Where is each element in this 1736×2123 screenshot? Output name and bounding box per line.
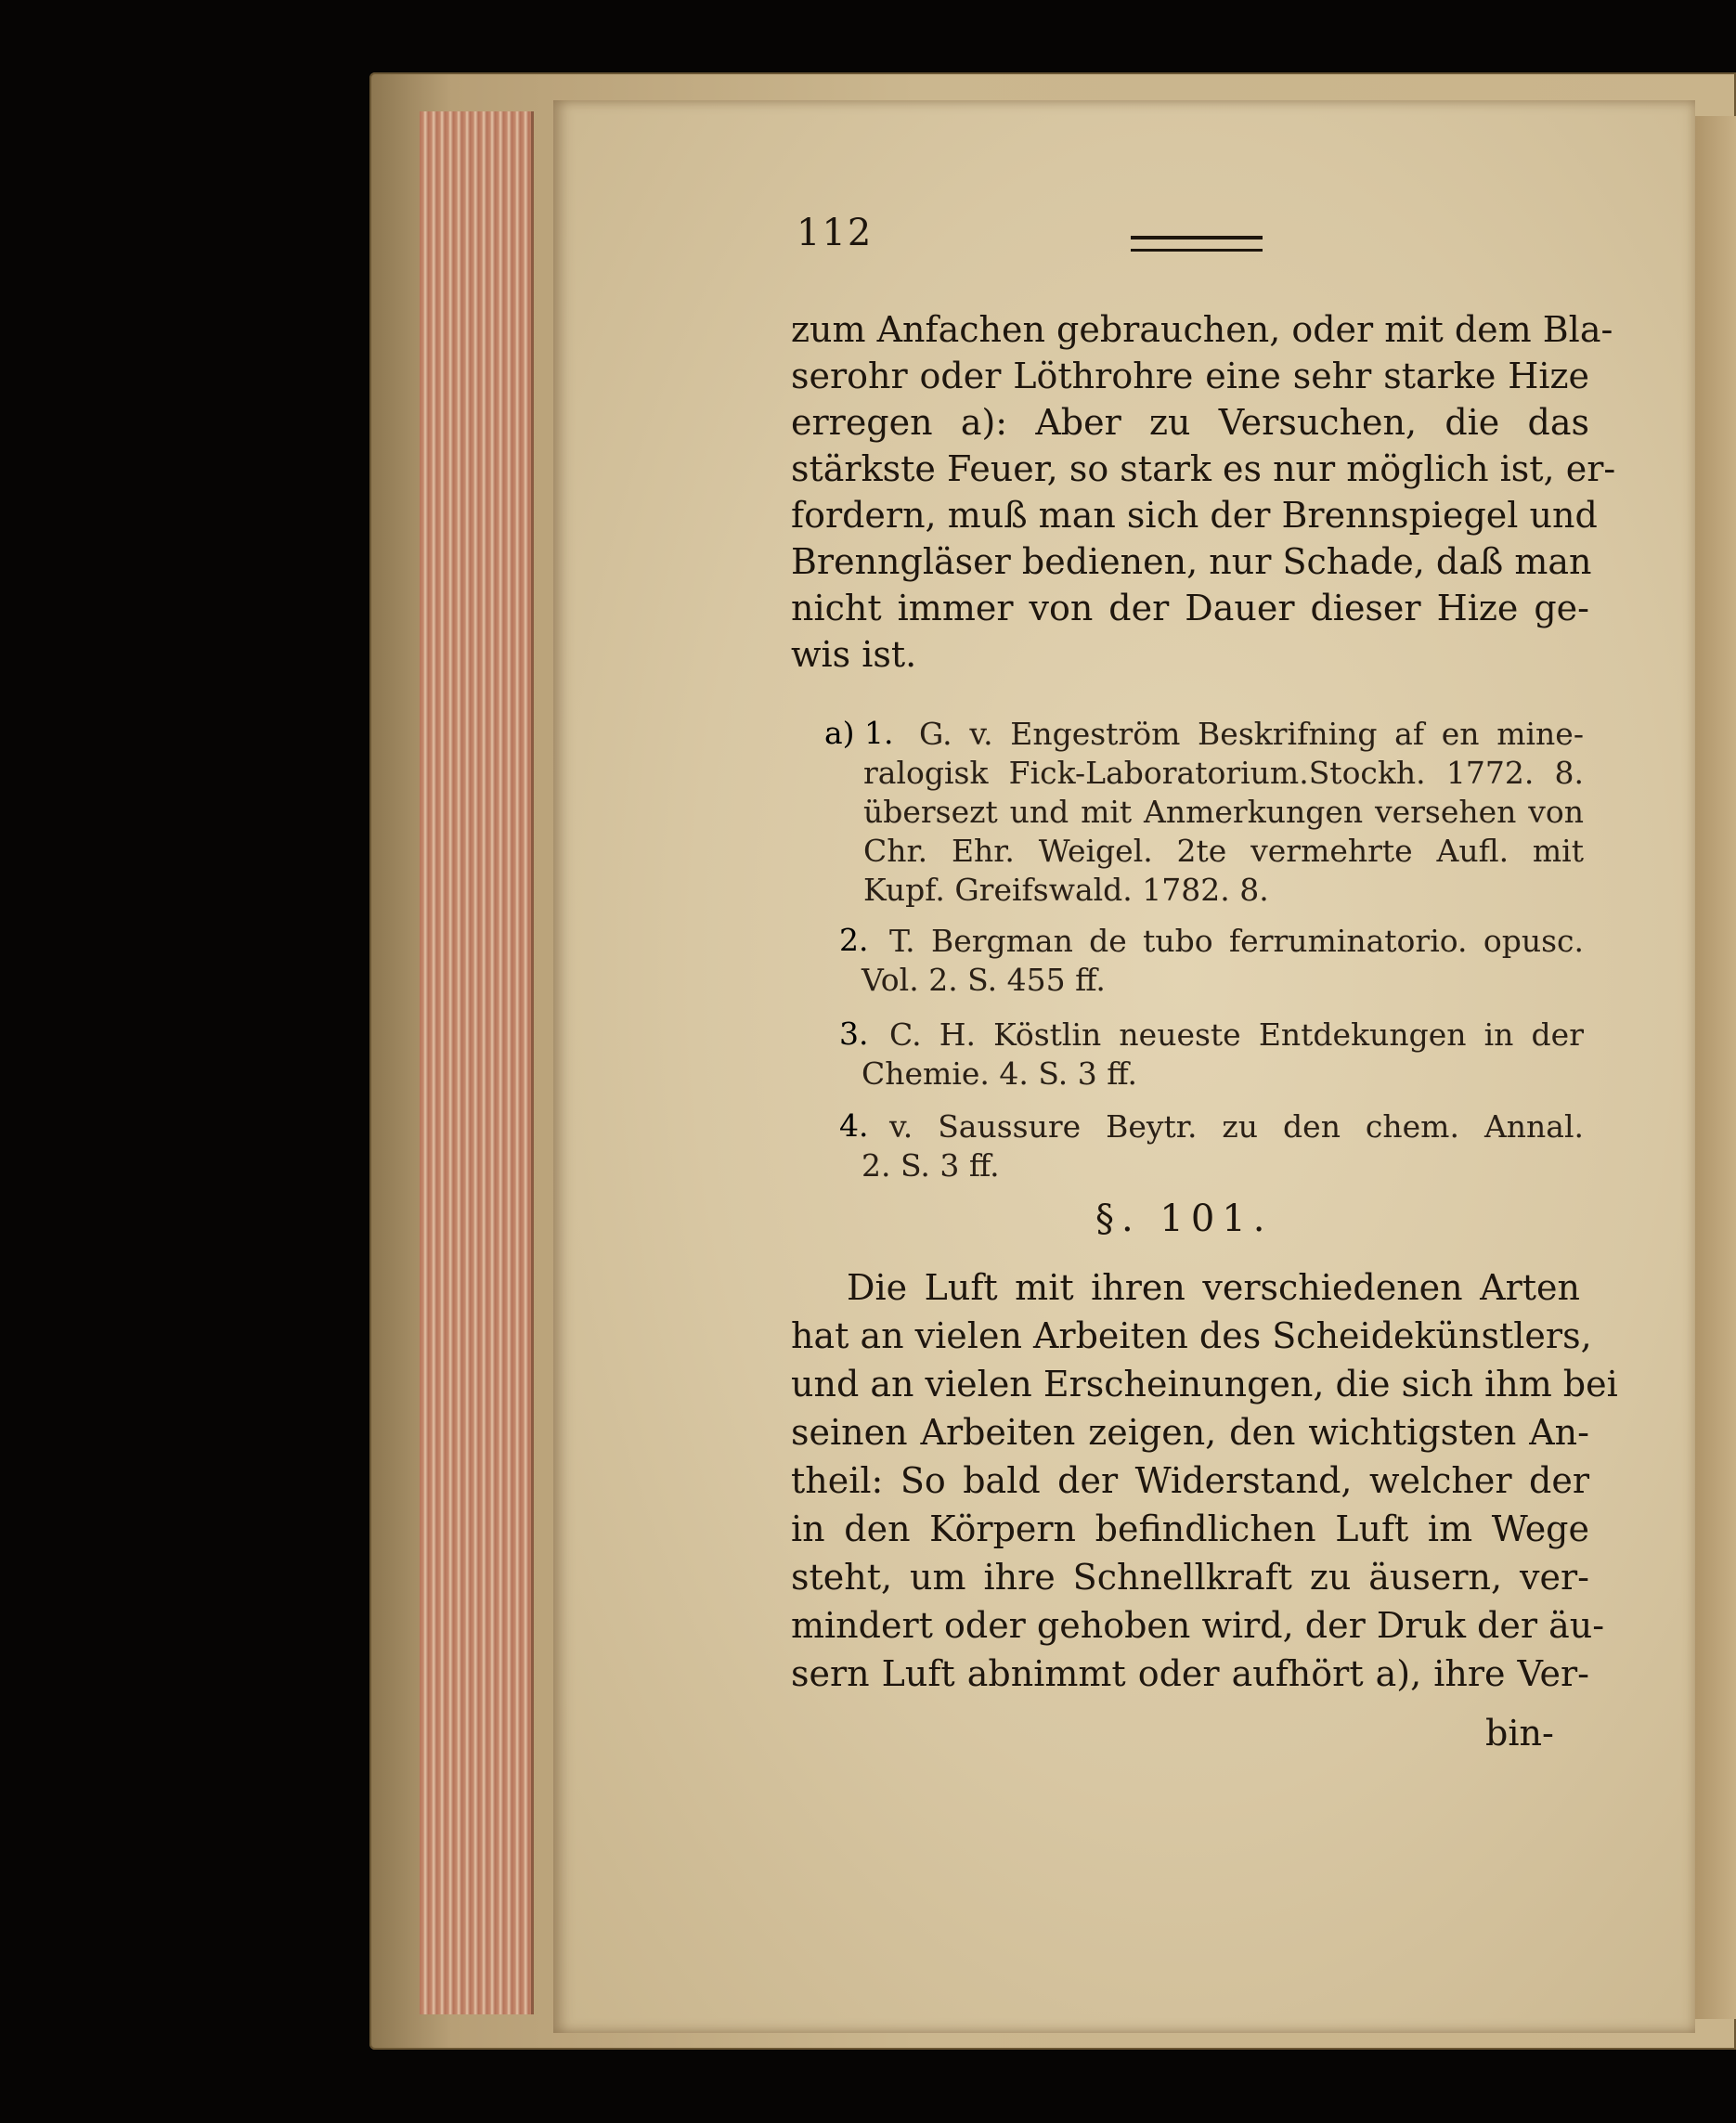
footnote-marker: 2.: [839, 922, 869, 958]
footnote-line: Vol. 2. S. 455 ff.: [862, 962, 1106, 998]
paragraph-1-line: fordern, muß man sich der Brennspiegel und: [791, 495, 1598, 536]
section-heading: §. 101.: [1095, 1197, 1273, 1240]
paragraph-2-line: und an vielen Erscheinungen, die sich ihm bei: [791, 1364, 1618, 1405]
paragraph-1-line: nicht immer von der Dauer dieser Hize ge-: [791, 588, 1589, 628]
footnote-line: 2. S. 3 ff.: [862, 1147, 1000, 1184]
footnote-line: T. Bergman de tubo ferruminatorio. opusc.: [889, 923, 1584, 959]
footnote-marker: 3.: [839, 1016, 869, 1052]
paragraph-1-line: Brenngläser bedienen, nur Schade, daß man: [791, 541, 1592, 582]
paragraph-2-line: hat an vielen Arbeiten des Scheidekünstlers,: [791, 1315, 1592, 1356]
paragraph-2-line: in den Körpern befindlichen Luft im Wege: [791, 1508, 1589, 1549]
paragraph-2-line: seinen Arbeiten zeigen, den wichtigsten An-: [791, 1412, 1589, 1453]
catchword: bin-: [1485, 1713, 1554, 1754]
paragraph-2-line: mindert oder gehoben wird, der Druk der äu-: [791, 1605, 1605, 1646]
footnote-line: übersezt und mit Anmerkungen versehen von: [863, 794, 1584, 830]
footnote-line: Chemie. 4. S. 3 ff.: [862, 1055, 1138, 1092]
page-edges: [420, 111, 534, 2014]
paragraph-2-line: theil: So bald der Widerstand, welcher der: [791, 1460, 1589, 1501]
paragraph-1-line: serohr oder Löthrohre eine sehr starke Hize: [791, 356, 1589, 396]
footnote-line: G. v. Engeström Beskrifning af en mine-: [919, 716, 1584, 752]
paragraph-1-line: wis ist.: [791, 634, 917, 675]
footnote-line: ralogisk Fick-Laboratorium.Stockh. 1772. 8.: [863, 755, 1584, 791]
page-number: 112: [797, 212, 874, 254]
footnote-line: Chr. Ehr. Weigel. 2te vermehrte Aufl. mit: [863, 833, 1584, 869]
footnote-line: C. H. Köstlin neueste Entdekungen in der: [889, 1016, 1584, 1053]
paragraph-1-line: erregen a): Aber zu Versuchen, die das: [791, 402, 1589, 443]
paragraph-2-line: Die Luft mit ihren verschiedenen Arten: [847, 1267, 1580, 1308]
footnote-line: Kupf. Greifswald. 1782. 8.: [863, 872, 1269, 908]
paragraph-2-line: steht, um ihre Schnellkraft zu äusern, ver-: [791, 1557, 1589, 1598]
footnote-marker: 4.: [839, 1107, 869, 1144]
header-rule: [1131, 236, 1263, 252]
footnote-line: v. Saussure Beytr. zu den chem. Annal.: [889, 1108, 1584, 1145]
paragraph-2-line: sern Luft abnimmt oder aufhört a), ihre Ver-: [791, 1653, 1589, 1694]
paragraph-1-line: stärkste Feuer, so stark es nur möglich ist, er-: [791, 448, 1616, 489]
paragraph-1-line: zum Anfachen gebrauchen, oder mit dem Bla-: [791, 309, 1613, 350]
footnote-marker: a) 1.: [824, 715, 894, 751]
